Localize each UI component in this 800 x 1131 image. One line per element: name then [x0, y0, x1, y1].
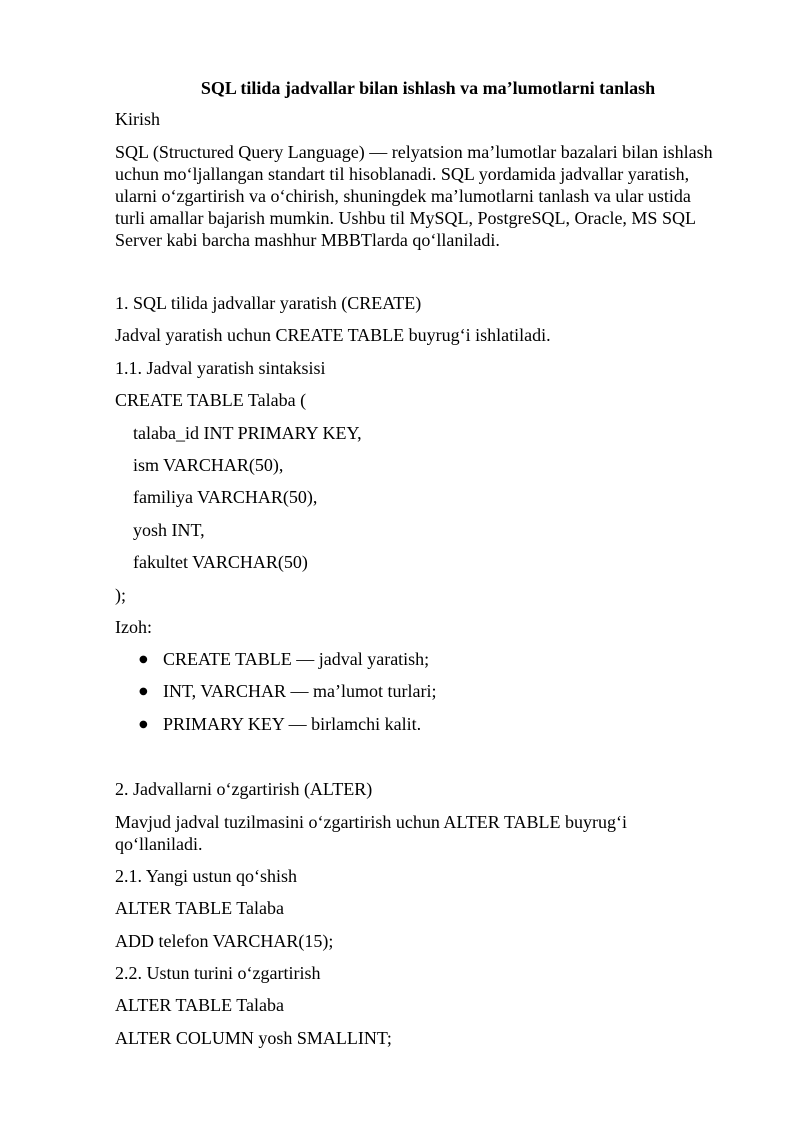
note-item: PRIMARY KEY — birlamchi kalit. — [163, 714, 422, 734]
code-line: ALTER COLUMN yosh SMALLINT; — [115, 1028, 392, 1048]
code-line: CREATE TABLE Talaba ( — [115, 390, 307, 410]
intro-line-1: SQL (Structured Query Language) — relyatsion ma’lumotlar bazalari bilan ishlash — [115, 142, 713, 162]
code-line: familiya VARCHAR(50), — [133, 487, 318, 507]
code-line: ); — [115, 585, 126, 605]
bullet-icon: ● — [139, 686, 148, 697]
section2-sub1-heading: 2.1. Yangi ustun qo‘shish — [115, 866, 298, 886]
section2-text-line-1: Mavjud jadval tuzilmasini o‘zgartirish uchun ALTER TABLE buyrug‘i — [115, 812, 627, 832]
section2-heading: 2. Jadvallarni o‘zgartirish (ALTER) — [115, 779, 373, 799]
intro-line-3: ularni o‘zgartirish va o‘chirish, shuningdek ma’lumotlarni tanlash va ular ustida — [115, 186, 691, 206]
code-line: fakultet VARCHAR(50) — [133, 552, 308, 572]
code-line: ALTER TABLE Talaba — [115, 898, 284, 918]
note-item: INT, VARCHAR — ma’lumot turlari; — [163, 681, 437, 701]
note-label: Izoh: — [115, 617, 152, 637]
code-line: yosh INT, — [133, 520, 205, 540]
code-line: ADD telefon VARCHAR(15); — [115, 931, 334, 951]
section2-text-line-2: qo‘llaniladi. — [115, 834, 203, 854]
intro-heading: Kirish — [115, 109, 160, 129]
bullet-icon: ● — [139, 719, 148, 730]
code-line: ALTER TABLE Talaba — [115, 995, 284, 1015]
note-item: CREATE TABLE — jadval yaratish; — [163, 649, 430, 669]
intro-line-5: Server kabi barcha mashhur MBBTlarda qo‘llaniladi. — [115, 230, 500, 250]
section1-heading: 1. SQL tilida jadvallar yaratish (CREATE) — [115, 293, 422, 313]
code-line: ism VARCHAR(50), — [133, 455, 284, 475]
bullet-icon: ● — [139, 654, 148, 665]
section1-text: Jadval yaratish uchun CREATE TABLE buyrug‘i ishlatiladi. — [115, 325, 551, 345]
section1-subheading: 1.1. Jadval yaratish sintaksisi — [115, 358, 326, 378]
section2-sub2-heading: 2.2. Ustun turini o‘zgartirish — [115, 963, 321, 983]
document-title: SQL tilida jadvallar bilan ishlash va ma’lumotlarni tanlash — [200, 78, 656, 98]
intro-line-2: uchun mo‘ljallangan standart til hisoblanadi. SQL yordamida jadvallar yaratish, — [115, 164, 690, 184]
code-line: talaba_id INT PRIMARY KEY, — [133, 423, 362, 443]
intro-line-4: turli amallar bajarish mumkin. Ushbu til MySQL, PostgreSQL, Oracle, MS SQL — [115, 208, 696, 228]
